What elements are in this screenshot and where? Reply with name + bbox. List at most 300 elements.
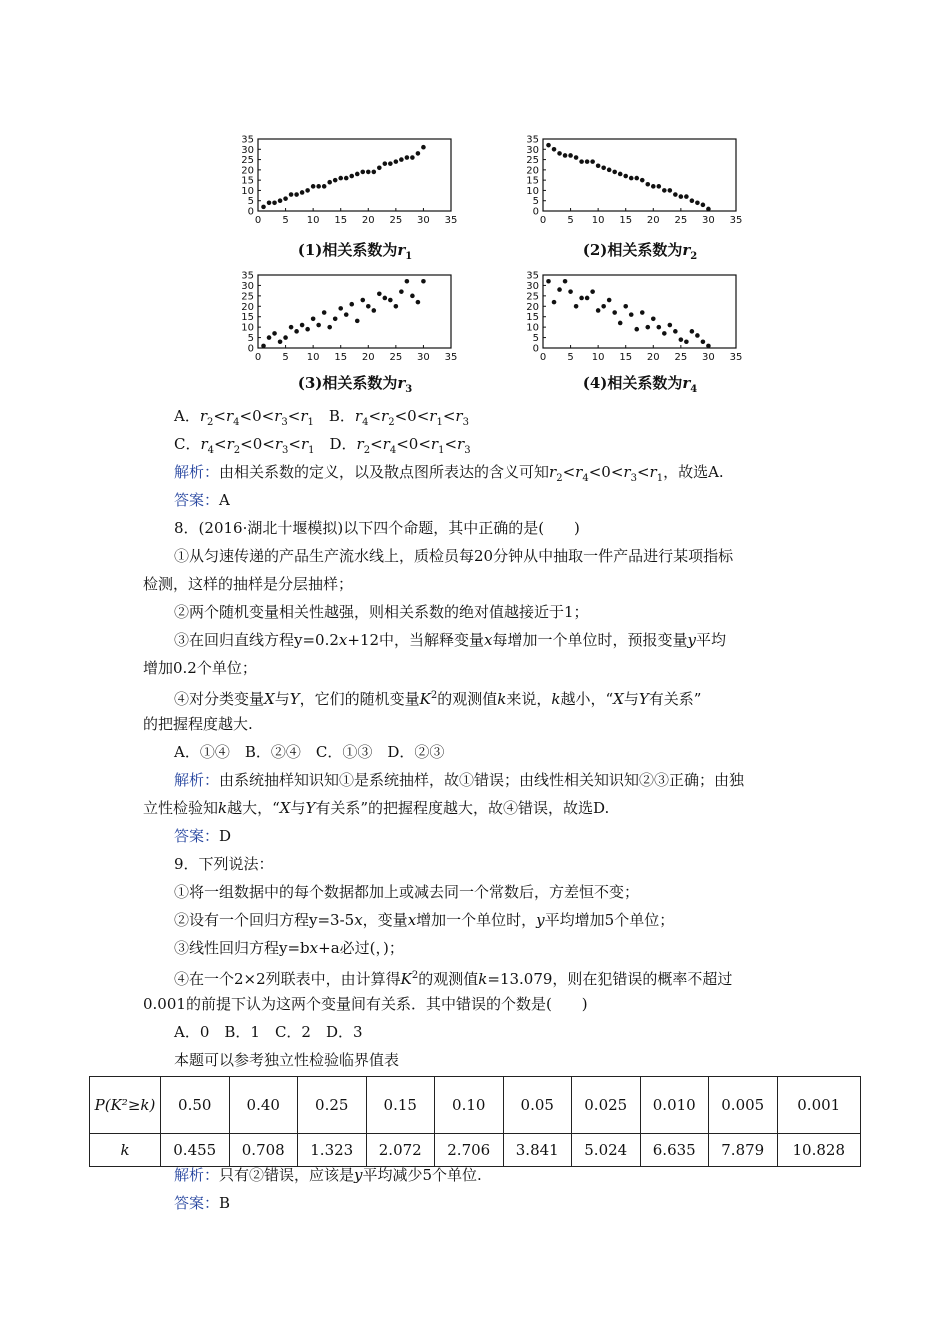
data-point — [546, 143, 551, 148]
x-tick-label: 35 — [444, 352, 458, 363]
data-point — [283, 196, 288, 201]
data-point — [673, 329, 678, 334]
math-variable: r — [382, 435, 390, 453]
k-value-cell: 0.455 — [161, 1134, 230, 1167]
y-tick-label: 20 — [526, 165, 539, 177]
table-row — [90, 1077, 861, 1134]
data-point — [657, 184, 662, 189]
text-span: <0< — [396, 435, 431, 453]
text-span: ①将一组数据中的每个数据都加上或减去同一个常数后，方差恒不变； — [174, 883, 640, 901]
subscript: 3 — [282, 445, 289, 456]
data-point — [590, 159, 595, 164]
y-tick-label: 25 — [241, 291, 254, 303]
text-span: 有关系” — [648, 690, 702, 708]
data-point — [706, 344, 711, 349]
text-span: < — [214, 435, 227, 453]
data-point — [579, 159, 584, 164]
y-tick-label: 15 — [526, 175, 539, 187]
chart-caption: (4)相关系数为$r_4$ — [582, 374, 698, 395]
data-point — [333, 317, 338, 322]
y-tick-label: 35 — [241, 270, 254, 282]
math-variable: r — [226, 435, 234, 453]
subscript: 1 — [436, 417, 443, 428]
p-value-cell: 0.001 — [777, 1077, 861, 1134]
y-tick-label: 35 — [241, 134, 254, 146]
data-point — [383, 161, 388, 166]
text-span: 有关系”的把握程度越大，故④错误，故选D. — [315, 799, 610, 817]
data-point — [366, 170, 371, 175]
y-tick-label: 35 — [526, 270, 539, 282]
math-variable: X — [279, 799, 291, 817]
math-variable: x — [407, 911, 417, 929]
x-tick-label: 15 — [334, 215, 348, 226]
math-variable: x — [484, 631, 493, 649]
data-point — [300, 323, 305, 328]
text-line — [174, 965, 732, 990]
math-variable: y — [536, 911, 545, 929]
x-tick-label: 30 — [702, 215, 715, 226]
text-span: ，变量 — [362, 911, 408, 929]
text-span: 来说， — [506, 690, 552, 708]
data-point — [322, 310, 327, 315]
data-point — [701, 203, 706, 208]
answer-label: 解析： — [174, 463, 220, 481]
text-span: <0< — [240, 435, 275, 453]
data-point — [607, 298, 612, 303]
x-tick-label: 5 — [567, 352, 574, 363]
answer-label: 答案： — [174, 1194, 220, 1212]
data-point — [300, 190, 305, 195]
math-variable: x — [354, 911, 363, 929]
text-line — [174, 545, 733, 567]
text-span: < — [444, 435, 458, 453]
math-variable: k — [478, 970, 488, 988]
table-header-label: P(K²≥k) — [94, 1096, 156, 1114]
data-point — [612, 170, 617, 175]
data-point — [596, 308, 601, 313]
data-point — [629, 312, 634, 317]
math-variable: r — [649, 463, 657, 481]
text-span: < — [562, 463, 576, 481]
data-point — [333, 178, 338, 183]
data-point — [416, 151, 421, 156]
math-variable: r — [623, 463, 631, 481]
x-tick-label: 20 — [361, 352, 375, 363]
answer-label: 解析： — [174, 771, 220, 789]
text-span: ③线性回归方程y=b — [174, 939, 310, 957]
text-line — [143, 657, 257, 679]
data-point — [557, 151, 562, 156]
text-span: 与 — [290, 799, 306, 817]
p-value-cell: 0.05 — [503, 1077, 572, 1134]
k-value-cell: 5.024 — [572, 1134, 641, 1167]
text-span: 的把握程度越大. — [143, 715, 253, 733]
data-point — [668, 188, 673, 193]
data-point — [283, 335, 288, 340]
subscript: 1 — [438, 445, 445, 456]
y-tick-label: 25 — [241, 155, 254, 167]
data-point — [327, 325, 332, 330]
x-tick-label: 30 — [417, 352, 430, 363]
x-tick-label: 15 — [619, 352, 633, 363]
math-variable: r — [455, 407, 463, 425]
x-tick-label: 20 — [361, 215, 375, 226]
text-span: 的观测值 — [418, 970, 479, 988]
text-line — [174, 489, 230, 511]
data-point — [294, 329, 299, 334]
text-line — [143, 573, 353, 595]
x-tick-label: 10 — [306, 215, 320, 226]
math-variable: X — [264, 690, 275, 708]
data-point — [394, 159, 399, 164]
data-point — [405, 279, 410, 284]
plot-frame — [543, 275, 736, 348]
data-point — [601, 304, 606, 309]
k-value-cell: 6.635 — [640, 1134, 709, 1167]
data-point — [261, 344, 266, 349]
text-span: ②两个随机变量相关性越强，则相关系数的绝对值越接近于1； — [174, 603, 589, 621]
data-point — [305, 327, 310, 332]
text-span: 与 — [623, 690, 639, 708]
data-point — [421, 279, 426, 284]
data-point — [399, 289, 404, 294]
data-point — [278, 198, 283, 203]
y-tick-label: 0 — [247, 343, 254, 355]
text-span: 9．下列说法： — [174, 855, 274, 873]
text-span: A． — [174, 407, 200, 425]
text-span: ②设有一个回归方程y=3-5 — [174, 911, 355, 929]
data-point — [673, 192, 678, 197]
math-variable: r — [199, 407, 208, 425]
k-value-cell: 3.841 — [503, 1134, 572, 1167]
math-variable: r — [274, 407, 282, 425]
y-tick-label: 10 — [241, 322, 254, 334]
text-line — [174, 825, 231, 847]
text-line — [143, 993, 588, 1015]
text-span: < — [636, 463, 650, 481]
x-tick-label: 35 — [729, 352, 743, 363]
data-point — [629, 176, 634, 181]
data-point — [634, 327, 639, 332]
data-point — [563, 279, 568, 284]
data-point — [344, 312, 349, 317]
text-span: <0< — [394, 407, 430, 425]
text-line — [174, 937, 404, 959]
math-variable: k — [551, 690, 561, 708]
subscript: 2 — [207, 417, 214, 428]
table-row — [90, 1134, 861, 1167]
data-point — [634, 176, 639, 181]
y-tick-label: 10 — [526, 185, 539, 197]
data-point — [355, 172, 360, 177]
data-point — [421, 145, 426, 150]
data-point — [706, 207, 711, 212]
data-point — [416, 300, 421, 305]
math-variable: k — [497, 690, 507, 708]
text-span: 增加一个单位时， — [416, 911, 537, 929]
text-line — [143, 797, 609, 819]
data-point — [355, 319, 360, 324]
subscript: 4 — [389, 445, 397, 456]
text-span: 由相关系数的定义，以及散点图所表达的含义可知 — [219, 463, 550, 481]
text-span: 每增加一个单位时，预报变量 — [492, 631, 688, 649]
data-point — [305, 188, 310, 193]
answer-label: 解析： — [174, 1166, 220, 1184]
math-variable: x — [309, 939, 319, 957]
text-span: ，它们的随机变量 — [299, 690, 420, 708]
chart-caption: (1)相关系数为$r_1$ — [297, 241, 413, 262]
data-point — [410, 155, 415, 160]
data-point — [679, 194, 684, 199]
y-tick-label: 0 — [532, 343, 539, 355]
text-span: ④在一个2×2列联表中，由计算得 — [174, 970, 401, 988]
x-tick-label: 0 — [254, 352, 262, 363]
data-point — [289, 325, 294, 330]
text-span: 平均减少5个单位. — [362, 1166, 482, 1184]
x-tick-label: 25 — [389, 352, 403, 363]
subscript: 2 — [233, 445, 241, 456]
data-point — [568, 289, 573, 294]
y-tick-label: 20 — [526, 301, 539, 313]
data-point — [596, 163, 601, 168]
data-point — [372, 308, 377, 313]
subscript: 1 — [307, 417, 314, 428]
text-span: 8．(2016·湖北十堰模拟)以下四个命题，其中正确的是( ) — [174, 519, 580, 537]
data-point — [612, 310, 617, 315]
text-span: 越小，“ — [560, 690, 614, 708]
data-point — [618, 172, 623, 177]
text-span: ④对分类变量 — [174, 690, 265, 708]
math-variable: r — [430, 435, 439, 453]
x-tick-label: 20 — [646, 352, 660, 363]
text-line — [174, 769, 744, 791]
text-line — [174, 881, 639, 903]
y-tick-label: 25 — [526, 155, 539, 167]
answer-label: 答案： — [174, 827, 220, 845]
text-line — [174, 629, 726, 651]
subscript: 2 — [388, 417, 395, 428]
text-span: C． — [174, 435, 201, 453]
text-span: 立性检验知 — [143, 799, 219, 817]
data-point — [349, 302, 354, 307]
data-point — [372, 170, 377, 175]
scatter-plot-panel — [0, 0, 950, 400]
text-line — [174, 1192, 230, 1214]
text-span: < — [213, 407, 226, 425]
data-point — [360, 298, 365, 303]
text-span: <0< — [588, 463, 624, 481]
math-variable: r — [381, 407, 389, 425]
math-variable: r — [549, 463, 557, 481]
text-span: <0< — [239, 407, 275, 425]
y-tick-label: 15 — [526, 312, 539, 324]
data-point — [289, 192, 294, 197]
text-line — [174, 405, 469, 434]
text-line — [174, 1049, 399, 1071]
data-point — [377, 291, 382, 296]
x-tick-label: 15 — [334, 352, 348, 363]
data-point — [261, 205, 266, 210]
x-tick-label: 15 — [619, 215, 633, 226]
data-point — [618, 321, 623, 326]
data-point — [394, 304, 399, 309]
y-tick-label: 30 — [526, 280, 539, 292]
data-point — [552, 300, 557, 305]
text-span: 与 — [274, 690, 290, 708]
data-point — [585, 296, 590, 301]
y-tick-label: 30 — [526, 144, 539, 156]
text-span: 平均 — [696, 631, 727, 649]
k-value-cell: 2.706 — [435, 1134, 504, 1167]
data-point — [338, 176, 343, 181]
data-point — [311, 184, 316, 189]
math-variable: Y — [638, 690, 649, 708]
data-point — [679, 337, 684, 342]
data-point — [662, 188, 667, 193]
data-point — [272, 200, 277, 205]
math-variable: r — [225, 407, 234, 425]
data-point — [657, 325, 662, 330]
math-variable: y — [687, 631, 696, 649]
text-line — [174, 433, 471, 462]
y-tick-label: 0 — [247, 206, 254, 218]
data-point — [690, 329, 695, 334]
text-span: 由系统抽样知识知①是系统抽样，故①错误；由线性相关知识知②③正确；由独 — [219, 771, 745, 789]
text-span: 的观测值 — [437, 690, 498, 708]
data-point — [607, 168, 612, 173]
math-variable: k — [218, 799, 228, 817]
data-point — [338, 306, 343, 311]
text-span: < — [368, 407, 382, 425]
data-point — [623, 174, 628, 179]
p-value-cell: 0.10 — [435, 1077, 504, 1134]
text-span: 检测，这样的抽样是分层抽样； — [143, 575, 354, 593]
k-value-cell: 10.828 — [777, 1134, 861, 1167]
table-k-label: k — [120, 1141, 130, 1159]
k-value-cell: 2.072 — [366, 1134, 435, 1167]
subscript: 3 — [630, 473, 637, 484]
subscript: 3 — [464, 445, 471, 456]
data-point — [272, 331, 277, 336]
text-span: =13.079，则在犯错误的概率不超过 — [487, 970, 733, 988]
answer-label: 答案： — [174, 491, 220, 509]
math-variable: r — [429, 407, 437, 425]
text-line — [174, 1021, 363, 1043]
data-point — [651, 184, 656, 189]
data-point — [684, 339, 689, 344]
y-tick-label: 15 — [241, 175, 254, 187]
text-line — [174, 601, 589, 623]
x-tick-label: 30 — [702, 352, 715, 363]
y-tick-label: 25 — [526, 291, 539, 303]
math-variable: r — [457, 435, 465, 453]
x-tick-label: 30 — [417, 215, 430, 226]
y-tick-label: 35 — [526, 134, 539, 146]
text-span: 平均增加5个单位； — [544, 911, 675, 929]
data-point — [405, 155, 410, 160]
text-span: < — [287, 407, 301, 425]
text-line — [174, 853, 274, 875]
math-variable: r — [200, 435, 208, 453]
y-tick-label: 20 — [241, 301, 254, 313]
data-point — [316, 184, 321, 189]
data-point — [645, 182, 650, 187]
math-variable: x — [338, 631, 348, 649]
data-point — [383, 296, 388, 301]
text-line — [174, 741, 444, 763]
p-value-cell: 0.010 — [640, 1077, 709, 1134]
data-point — [267, 335, 272, 340]
text-line — [174, 685, 701, 710]
text-line — [174, 909, 674, 931]
data-point — [662, 331, 667, 336]
x-tick-label: 5 — [282, 352, 289, 363]
scatter-plots-svg — [0, 0, 950, 400]
data-point — [651, 317, 656, 322]
data-point — [267, 200, 272, 205]
math-variable: r — [300, 435, 309, 453]
y-tick-label: 15 — [241, 312, 254, 324]
k-value-cell: 1.323 — [298, 1134, 367, 1167]
data-point — [399, 157, 404, 162]
x-tick-label: 0 — [254, 215, 262, 226]
data-point — [557, 287, 562, 292]
subscript: 1 — [308, 445, 315, 456]
text-line — [174, 1164, 482, 1186]
text-span: 只有②错误，应该是 — [219, 1166, 355, 1184]
data-point — [360, 170, 365, 175]
math-variable: Y — [289, 690, 300, 708]
subscript: 2 — [556, 473, 563, 484]
text-span: ①从匀速传递的产品生产流水线上，质检员每20分钟从中抽取一件产品进行某项指标 — [174, 547, 734, 565]
data-point — [579, 296, 584, 301]
y-tick-label: 10 — [241, 185, 254, 197]
table-header-cell — [90, 1077, 161, 1134]
data-point — [585, 159, 590, 164]
text-span: D． — [314, 435, 357, 453]
data-point — [668, 323, 673, 328]
data-point — [388, 161, 393, 166]
y-tick-label: 30 — [241, 144, 254, 156]
text-span: < — [288, 435, 301, 453]
y-tick-label: 20 — [241, 165, 254, 177]
x-tick-label: 10 — [591, 215, 605, 226]
data-point — [590, 289, 595, 294]
data-point — [316, 323, 321, 328]
y-tick-label: 10 — [526, 322, 539, 334]
data-point — [701, 339, 706, 344]
data-point — [645, 325, 650, 330]
text-span: < — [370, 435, 383, 453]
data-point — [563, 153, 568, 158]
text-span: +a必过(，)； — [318, 939, 404, 957]
data-point — [388, 298, 393, 303]
x-tick-label: 20 — [646, 215, 660, 226]
superscript: 2 — [430, 690, 438, 701]
subscript: 4 — [362, 417, 369, 428]
text-span: 0.001的前提下认为这两个变量间有关系．其中错误的个数是( ) — [143, 995, 588, 1013]
x-tick-label: 10 — [306, 352, 320, 363]
data-point — [568, 153, 573, 158]
text-line — [174, 517, 580, 539]
x-tick-label: 5 — [282, 215, 289, 226]
math-variable: r — [575, 463, 583, 481]
y-tick-label: 5 — [247, 196, 254, 208]
superscript: 2 — [411, 970, 419, 981]
k-value-cell: 0.708 — [229, 1134, 298, 1167]
plot-frame — [543, 139, 736, 211]
data-point — [574, 155, 579, 160]
